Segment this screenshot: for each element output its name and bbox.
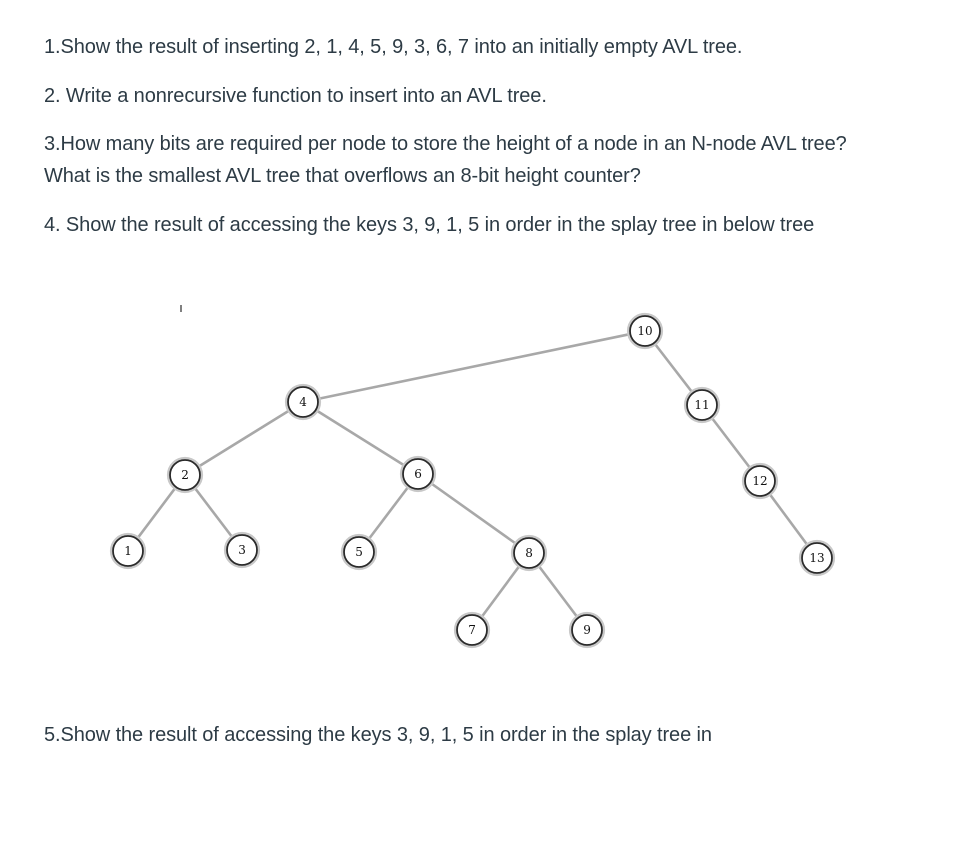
tree-node-9 [570, 613, 604, 647]
node-label-4: 4 [299, 395, 307, 409]
node-label-7: 7 [468, 623, 476, 637]
node-label-6: 6 [414, 467, 422, 481]
question-1: 1.Show the result of inserting 2, 1, 4, 5, 9, 3, 6, 7 into an initially empty AVL tree. [44, 36, 743, 58]
tree-node-11 [685, 388, 719, 422]
edge-4-6 [303, 402, 418, 474]
node-label-11: 11 [694, 398, 710, 412]
node-label-2: 2 [181, 468, 189, 482]
node-label-5: 5 [355, 545, 363, 559]
edge-6-8 [418, 474, 529, 553]
node-label-3: 3 [238, 543, 246, 557]
question-3-line-2: What is the smallest AVL tree that overflows an 8-bit height counter? [44, 165, 641, 187]
tree-node-1 [111, 534, 145, 568]
tree-node-5 [342, 535, 376, 569]
tree-node-7 [455, 613, 489, 647]
node-label-10: 10 [637, 324, 653, 338]
node-label-9: 9 [583, 623, 591, 637]
node-label-13: 13 [809, 551, 825, 565]
tree-node-8 [512, 536, 546, 570]
question-3-line-1: 3.How many bits are required per node to store the height of a node in an N-node AVL tree? [44, 133, 847, 155]
tree-node-4 [286, 385, 320, 419]
edge-4-2 [185, 402, 303, 475]
tree-node-3 [225, 533, 259, 567]
tree-nodes [111, 314, 834, 647]
node-label-8: 8 [525, 546, 533, 560]
tree-node-2 [168, 458, 202, 492]
question-5: 5.Show the result of accessing the keys 3, 9, 1, 5 in order in the splay tree in [44, 724, 712, 746]
tree-node-6 [401, 457, 435, 491]
node-label-1: 1 [124, 544, 132, 558]
edge-10-4 [303, 331, 645, 402]
tree-node-13 [800, 541, 834, 575]
question-2: 2. Write a nonrecursive function to insert into an AVL tree. [44, 85, 547, 107]
tree-edges [128, 331, 817, 630]
question-4: 4. Show the result of accessing the keys 3, 9, 1, 5 in order in the splay tree in below tree [44, 214, 815, 236]
node-label-12: 12 [752, 474, 768, 488]
tree-node-12 [743, 464, 777, 498]
tree-node-10 [628, 314, 662, 348]
